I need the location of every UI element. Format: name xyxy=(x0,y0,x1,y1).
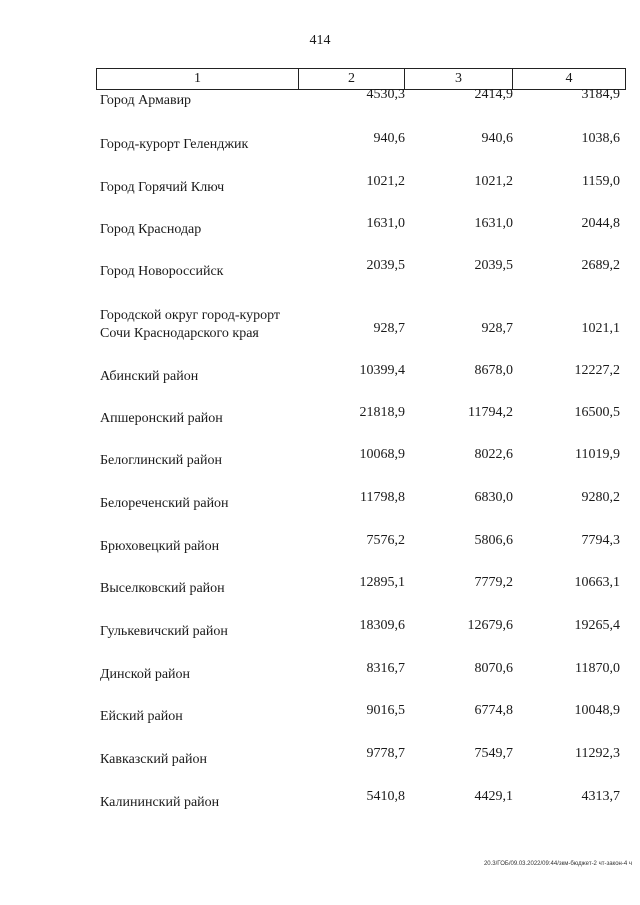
row-value-col-2: 18309,6 xyxy=(359,618,405,633)
table-row xyxy=(0,363,640,388)
row-value-col-2: 2039,5 xyxy=(366,258,405,273)
row-value-col-3: 6774,8 xyxy=(474,703,513,718)
row-value-col-4: 2689,2 xyxy=(581,258,620,273)
header-col-1: 1 xyxy=(97,69,299,89)
row-name: Абинский район xyxy=(100,369,199,384)
row-value-col-2: 9016,5 xyxy=(366,703,405,718)
table-row xyxy=(0,575,640,600)
row-value-col-3: 940,6 xyxy=(481,131,513,146)
row-value-col-4: 11870,0 xyxy=(575,661,620,676)
row-value-col-2: 10399,4 xyxy=(359,363,405,378)
row-value-col-4: 12227,2 xyxy=(574,363,620,378)
row-value-col-4: 1159,0 xyxy=(582,174,620,189)
row-value-col-2: 21818,9 xyxy=(359,405,405,420)
table-row xyxy=(0,405,640,430)
row-value-col-3: 8022,6 xyxy=(474,447,513,462)
row-value-col-4: 16500,5 xyxy=(574,405,620,420)
table-row xyxy=(0,533,640,558)
row-name: Апшеронский район xyxy=(100,411,223,426)
page-number: 414 xyxy=(309,33,331,48)
row-name: Город Горячий Ключ xyxy=(100,180,225,195)
row-value-col-4: 10048,9 xyxy=(574,703,620,718)
table-row xyxy=(0,307,640,341)
table-row xyxy=(0,131,640,156)
row-value-col-4: 11019,9 xyxy=(575,447,620,462)
row-name: Калининский район xyxy=(100,795,220,810)
row-value-col-2: 1021,2 xyxy=(366,174,405,189)
row-value-col-2: 8316,7 xyxy=(366,661,405,676)
table-row xyxy=(0,789,640,814)
row-value-col-3: 1021,2 xyxy=(474,174,513,189)
row-value-col-2: 12895,1 xyxy=(359,575,405,590)
row-value-col-4: 2044,8 xyxy=(581,216,620,231)
row-name: Белоглинский район xyxy=(100,453,222,468)
row-value-col-3: 8070,6 xyxy=(474,661,513,676)
row-value-col-2: 940,6 xyxy=(373,131,405,146)
footer-note: 20.3/ГОБ/09.03.2022/09:44/зкм-бюджет-2 чт-закон-4 ч xyxy=(483,861,632,867)
row-name: Выселковский район xyxy=(100,581,225,596)
table-row xyxy=(0,661,640,686)
row-value-col-3: 928,7 xyxy=(481,321,513,336)
row-value-col-3: 6830,0 xyxy=(474,490,513,505)
row-value-col-4: 4313,7 xyxy=(581,789,620,804)
table-row xyxy=(0,447,640,472)
table-row xyxy=(0,746,640,771)
table-row xyxy=(0,618,640,643)
row-name: Город Краснодар xyxy=(100,222,202,237)
row-value-col-4: 1038,6 xyxy=(581,131,620,146)
row-value-col-2: 9778,7 xyxy=(366,746,405,761)
header-col-2: 2 xyxy=(299,69,405,89)
row-value-col-2: 11798,8 xyxy=(360,490,405,505)
header-col-4: 4 xyxy=(565,71,573,86)
row-value-col-4: 1021,1 xyxy=(581,321,620,336)
row-value-col-3: 4429,1 xyxy=(474,789,513,804)
row-value-col-4: 7794,3 xyxy=(581,533,620,548)
row-value-col-3: 2039,5 xyxy=(474,258,513,273)
row-name: Динской район xyxy=(100,667,191,682)
row-value-col-3: 11794,2 xyxy=(468,405,513,420)
row-value-col-3: 1631,0 xyxy=(474,216,513,231)
row-value-col-4: 19265,4 xyxy=(574,618,620,633)
row-value-col-3: 12679,6 xyxy=(467,618,513,633)
row-value-col-3: 7549,7 xyxy=(474,746,513,761)
row-name: Кавказский район xyxy=(100,752,208,767)
header-col-3: 3 xyxy=(405,69,513,89)
row-value-col-3: 5806,6 xyxy=(474,533,513,548)
row-value-col-2: 10068,9 xyxy=(359,447,405,462)
row-value-col-3: 8678,0 xyxy=(474,363,513,378)
row-value-col-3: 2414,9 xyxy=(474,87,513,102)
row-value-col-4: 11292,3 xyxy=(575,746,620,761)
table-row xyxy=(0,216,640,241)
row-value-col-2: 7576,2 xyxy=(366,533,405,548)
table-row xyxy=(0,87,640,112)
row-value-col-2: 4530,3 xyxy=(366,87,405,102)
row-name: Гулькевичский район xyxy=(100,624,228,639)
row-value-col-4: 3184,9 xyxy=(581,87,620,102)
row-name: Брюховецкий район xyxy=(100,539,220,554)
row-name: Ейский район xyxy=(100,709,183,724)
row-name-line2: Сочи Краснодарского края xyxy=(100,326,259,341)
row-value-col-2: 1631,0 xyxy=(366,216,405,231)
row-value-col-2: 928,7 xyxy=(373,321,405,336)
row-value-col-4: 9280,2 xyxy=(581,490,620,505)
row-name: Белореченский район xyxy=(100,496,229,511)
row-name: Город-курорт Геленджик xyxy=(100,137,249,152)
row-value-col-3: 7779,2 xyxy=(474,575,513,590)
row-name: Город Новороссийск xyxy=(100,264,224,279)
table-row xyxy=(0,258,640,283)
table-row xyxy=(0,490,640,515)
row-value-col-2: 5410,8 xyxy=(366,789,405,804)
row-name: Город Армавир xyxy=(100,93,192,108)
table-row xyxy=(0,174,640,199)
table-row xyxy=(0,703,640,728)
row-value-col-4: 10663,1 xyxy=(574,575,620,590)
row-name: Городской округ город-курорт xyxy=(100,308,281,323)
